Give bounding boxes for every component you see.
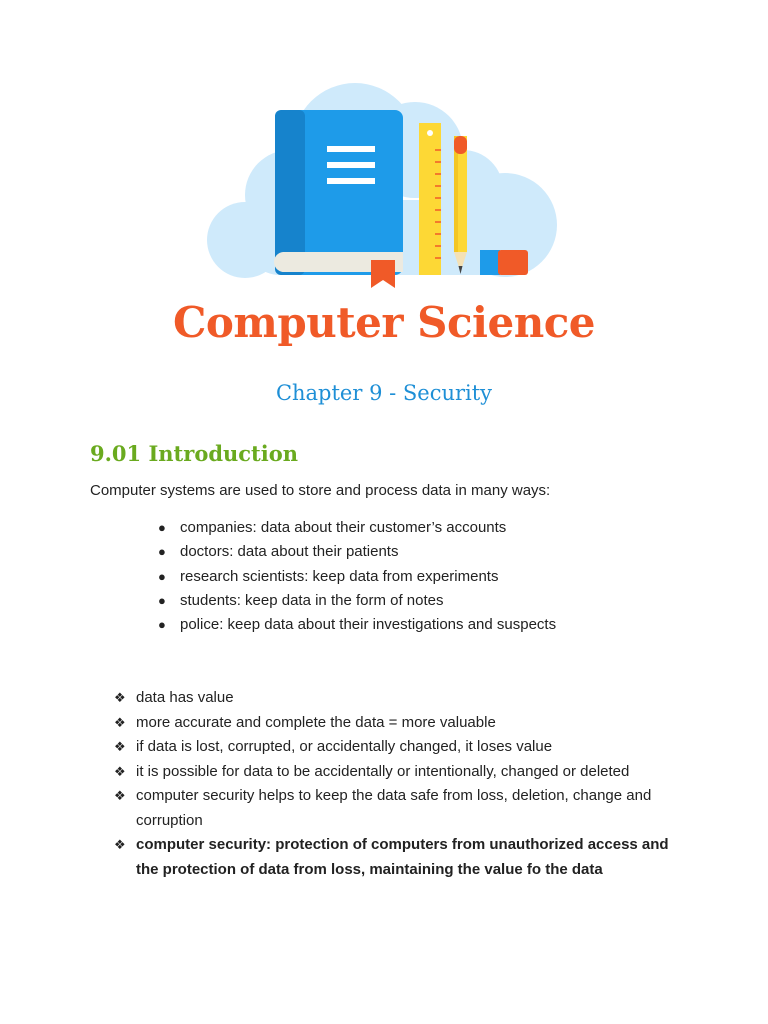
book-icon (274, 110, 403, 288)
list-item: ❖ it is possible for data to be accidentally or intentionally, changed or deleted (112, 760, 692, 785)
key-points-list (112, 686, 692, 882)
list-item: ❖ computer security helps to keep the data safe from loss, deletion, change and corruption (112, 784, 692, 833)
list-item: ● police: keep data about their investigations and suspects (150, 613, 556, 637)
ruler-icon (419, 123, 441, 275)
pencil-icon (454, 136, 467, 274)
document-title: Computer Science (172, 298, 596, 347)
list-item: ❖ data has value (112, 686, 692, 711)
document-subtitle: Chapter 9 - Security (275, 381, 493, 405)
list-item: ● doctors: data about their patients (150, 540, 556, 564)
list-item: ❖ if data is lost, corrupted, or accidentally changed, it loses value (112, 735, 692, 760)
eraser-icon (480, 250, 528, 275)
list-item: ❖ more accurate and complete the data = more valuable (112, 711, 692, 736)
hero-illustration (205, 80, 565, 295)
intro-paragraph: Computer systems are used to store and process data in many ways: (90, 482, 551, 499)
section-heading: 9.01 Introduction (90, 441, 299, 466)
examples-list (150, 516, 556, 637)
definition-item: ❖ computer security: protection of computers from unauthorized access and the protection of data from loss, maintaining the value fo the data (112, 833, 692, 882)
list-item: ● research scientists: keep data from experiments (150, 565, 556, 589)
list-item: ● companies: data about their customer’s accounts (150, 516, 556, 540)
list-item: ● students: keep data in the form of notes (150, 589, 556, 613)
